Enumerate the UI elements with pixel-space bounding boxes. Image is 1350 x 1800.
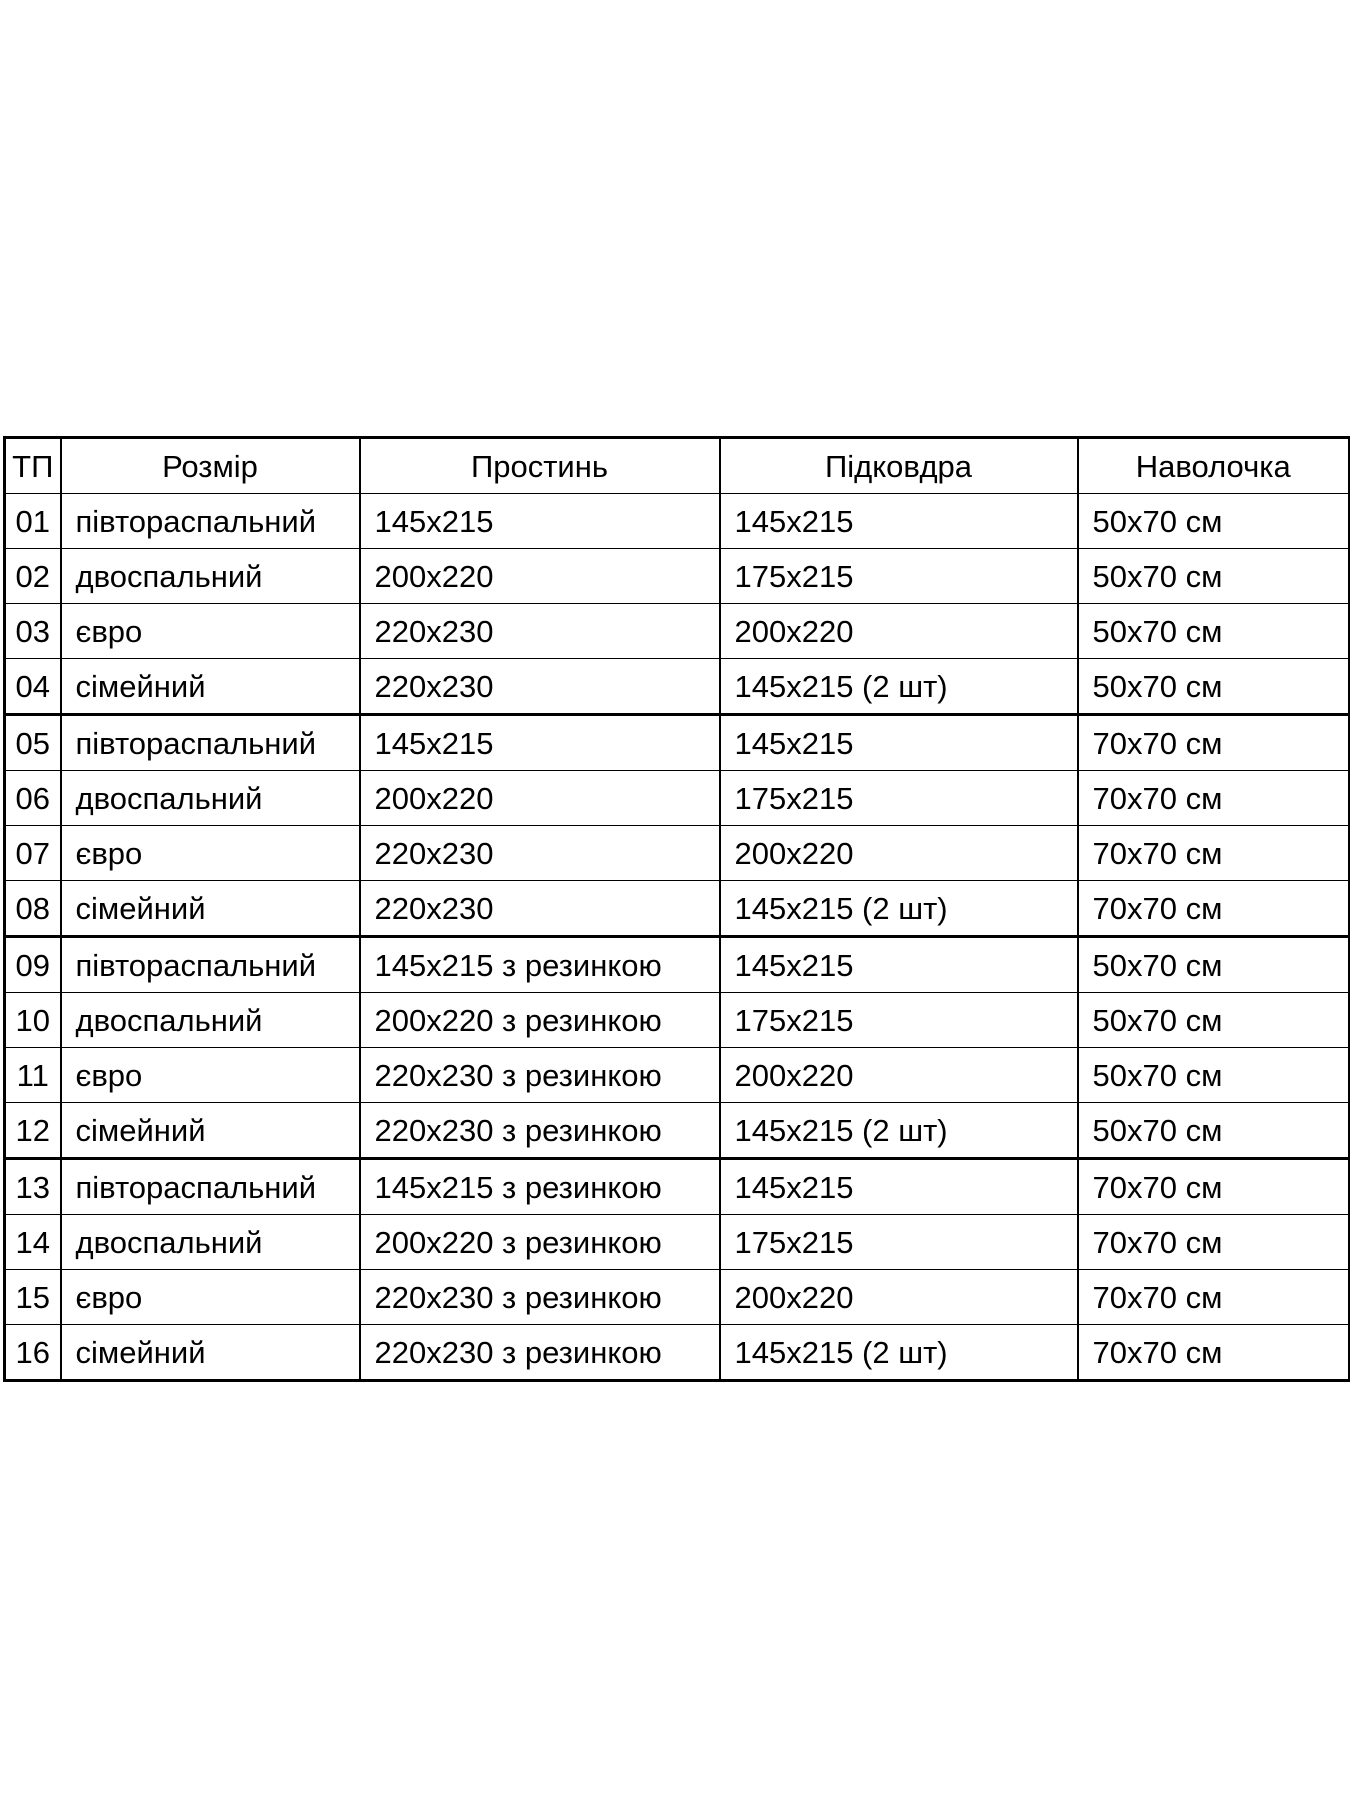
cell-tp: 11 [5, 1048, 61, 1103]
cell-prostyn: 200x220 [360, 549, 720, 604]
cell-rozmir: сімейний [61, 659, 360, 715]
cell-pidkovdra: 175x215 [720, 1215, 1078, 1270]
table-row [5, 993, 1350, 1048]
cell-rozmir: сімейний [61, 1103, 360, 1159]
cell-pidkovdra: 200x220 [720, 826, 1078, 881]
cell-tp: 09 [5, 937, 61, 993]
cell-rozmir: двоспальний [61, 1215, 360, 1270]
cell-pidkovdra: 200x220 [720, 604, 1078, 659]
cell-navolochka: 70x70 см [1078, 771, 1350, 826]
cell-tp: 01 [5, 494, 61, 549]
cell-navolochka: 50x70 см [1078, 494, 1350, 549]
cell-tp: 06 [5, 771, 61, 826]
cell-rozmir: євро [61, 604, 360, 659]
cell-navolochka: 70x70 см [1078, 1325, 1350, 1381]
table-row [5, 659, 1350, 715]
cell-pidkovdra: 145x215 [720, 937, 1078, 993]
table-row [5, 1270, 1350, 1325]
column-header-prostyn: Простинь [360, 438, 720, 494]
cell-rozmir: півтораспальний [61, 1159, 360, 1215]
cell-prostyn: 220x230 з резинкою [360, 1270, 720, 1325]
cell-pidkovdra: 175x215 [720, 993, 1078, 1048]
cell-prostyn: 220x230 [360, 881, 720, 937]
cell-tp: 07 [5, 826, 61, 881]
cell-navolochka: 70x70 см [1078, 715, 1350, 771]
cell-rozmir: двоспальний [61, 771, 360, 826]
table-row [5, 549, 1350, 604]
cell-rozmir: двоспальний [61, 549, 360, 604]
cell-pidkovdra: 145x215 [720, 494, 1078, 549]
cell-pidkovdra: 200x220 [720, 1270, 1078, 1325]
cell-prostyn: 145x215 [360, 494, 720, 549]
cell-navolochka: 50x70 см [1078, 549, 1350, 604]
table-row [5, 881, 1350, 937]
cell-tp: 15 [5, 1270, 61, 1325]
cell-prostyn: 220x230 з резинкою [360, 1325, 720, 1381]
table-row [5, 826, 1350, 881]
cell-tp: 10 [5, 993, 61, 1048]
cell-navolochka: 70x70 см [1078, 1215, 1350, 1270]
cell-pidkovdra: 145x215 [720, 1159, 1078, 1215]
table-row [5, 1159, 1350, 1215]
cell-prostyn: 220x230 [360, 604, 720, 659]
cell-tp: 03 [5, 604, 61, 659]
cell-rozmir: півтораспальний [61, 937, 360, 993]
cell-rozmir: півтораспальний [61, 715, 360, 771]
cell-pidkovdra: 175x215 [720, 549, 1078, 604]
cell-prostyn: 145x215 з резинкою [360, 937, 720, 993]
table-row [5, 1103, 1350, 1159]
table-row [5, 494, 1350, 549]
cell-pidkovdra: 145x215 (2 шт) [720, 659, 1078, 715]
cell-pidkovdra: 200x220 [720, 1048, 1078, 1103]
cell-pidkovdra: 175x215 [720, 771, 1078, 826]
cell-rozmir: євро [61, 826, 360, 881]
cell-prostyn: 145x215 з резинкою [360, 1159, 720, 1215]
cell-pidkovdra: 145x215 (2 шт) [720, 1325, 1078, 1381]
cell-navolochka: 70x70 см [1078, 881, 1350, 937]
cell-navolochka: 70x70 см [1078, 826, 1350, 881]
cell-tp: 13 [5, 1159, 61, 1215]
table-body [5, 494, 1350, 1381]
cell-navolochka: 50x70 см [1078, 1103, 1350, 1159]
table-row [5, 937, 1350, 993]
cell-tp: 04 [5, 659, 61, 715]
column-header-navolochka: Наволочка [1078, 438, 1350, 494]
cell-navolochka: 50x70 см [1078, 1048, 1350, 1103]
cell-tp: 16 [5, 1325, 61, 1381]
cell-rozmir: півтораспальний [61, 494, 360, 549]
table-row [5, 1215, 1350, 1270]
cell-prostyn: 200x220 з резинкою [360, 1215, 720, 1270]
cell-navolochka: 70x70 см [1078, 1159, 1350, 1215]
cell-rozmir: сімейний [61, 881, 360, 937]
cell-navolochka: 50x70 см [1078, 937, 1350, 993]
table-row [5, 715, 1350, 771]
bedding-size-chart-table [3, 436, 1350, 1382]
cell-rozmir: євро [61, 1270, 360, 1325]
cell-prostyn: 220x230 з резинкою [360, 1048, 720, 1103]
cell-rozmir: двоспальний [61, 993, 360, 1048]
cell-navolochka: 70x70 см [1078, 1270, 1350, 1325]
cell-prostyn: 145x215 [360, 715, 720, 771]
cell-tp: 02 [5, 549, 61, 604]
cell-rozmir: сімейний [61, 1325, 360, 1381]
cell-tp: 05 [5, 715, 61, 771]
cell-tp: 14 [5, 1215, 61, 1270]
cell-prostyn: 200x220 [360, 771, 720, 826]
cell-prostyn: 220x230 з резинкою [360, 1103, 720, 1159]
cell-prostyn: 220x230 [360, 826, 720, 881]
cell-tp: 08 [5, 881, 61, 937]
cell-tp: 12 [5, 1103, 61, 1159]
cell-pidkovdra: 145x215 (2 шт) [720, 1103, 1078, 1159]
cell-navolochka: 50x70 см [1078, 604, 1350, 659]
column-header-tp: ТП [5, 438, 61, 494]
column-header-rozmir: Розмір [61, 438, 360, 494]
table-row [5, 771, 1350, 826]
cell-pidkovdra: 145x215 (2 шт) [720, 881, 1078, 937]
table-row [5, 1048, 1350, 1103]
column-header-pidkovdra: Підковдра [720, 438, 1078, 494]
table-row [5, 1325, 1350, 1381]
cell-prostyn: 200x220 з резинкою [360, 993, 720, 1048]
cell-navolochka: 50x70 см [1078, 659, 1350, 715]
cell-rozmir: євро [61, 1048, 360, 1103]
cell-navolochka: 50x70 см [1078, 993, 1350, 1048]
header-row [5, 438, 1350, 494]
table-row [5, 604, 1350, 659]
cell-pidkovdra: 145x215 [720, 715, 1078, 771]
cell-prostyn: 220x230 [360, 659, 720, 715]
